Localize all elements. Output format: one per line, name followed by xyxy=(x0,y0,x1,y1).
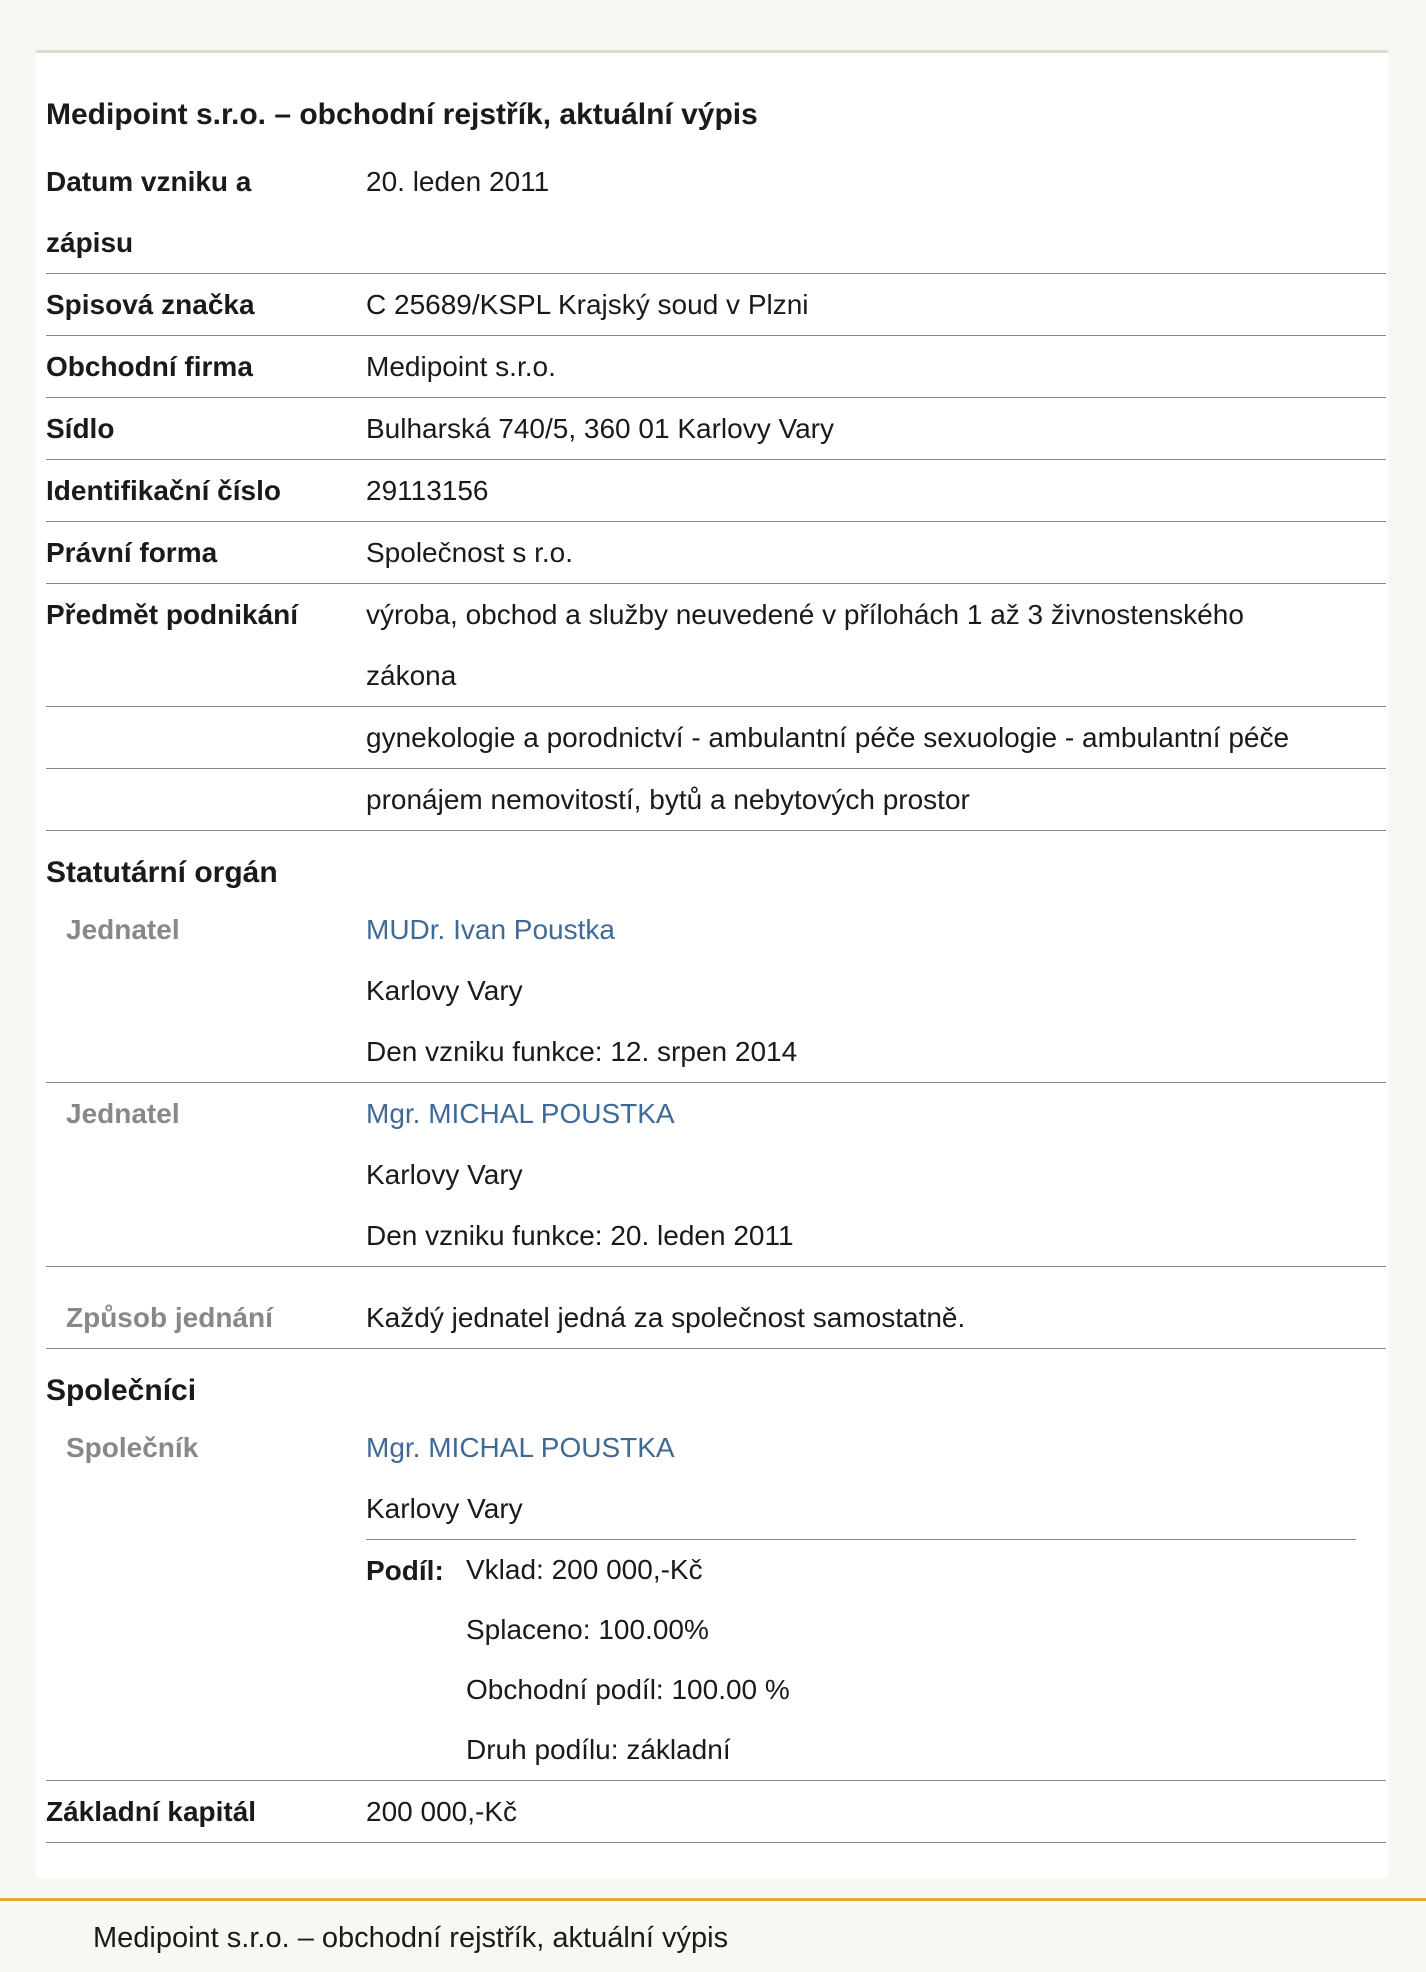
section-heading-statutarni: Statutární orgán xyxy=(46,856,278,889)
spolecnik-entry xyxy=(46,1417,1386,1781)
row-label: Identifikační číslo xyxy=(46,475,281,506)
row-zakladni-kapital xyxy=(46,1781,1386,1843)
row-label-empty xyxy=(46,769,366,830)
page-title: Medipoint s.r.o. – obchodní rejstřík, aktuální výpis xyxy=(46,98,758,131)
section-heading-spolecnici: Společníci xyxy=(46,1374,197,1407)
podil-label: Podíl: xyxy=(366,1555,444,1586)
register-extract xyxy=(46,93,1386,1843)
podil-splaceno: Splaceno: 100.00% xyxy=(466,1614,709,1645)
row-datum-vzniku xyxy=(46,151,1386,274)
document-panel xyxy=(36,50,1388,1878)
row-label: Obchodní firma xyxy=(46,351,253,382)
podil-obchodni: Obchodní podíl: 100.00 % xyxy=(466,1674,790,1705)
sub-value xyxy=(366,899,1386,1082)
sub-label: Způsob jednání xyxy=(66,1302,273,1333)
footer-divider xyxy=(0,1898,1426,1901)
sub-label: Jednatel xyxy=(66,1098,180,1129)
row-label: Předmět podnikání xyxy=(46,599,299,630)
function-since: Den vzniku funkce: 20. leden 2011 xyxy=(366,1220,794,1251)
function-since: Den vzniku funkce: 12. srpen 2014 xyxy=(366,1036,798,1067)
row-label: Základní kapitál xyxy=(46,1796,257,1827)
row-pravni-forma xyxy=(46,522,1386,584)
row-value: gynekologie a porodnictví - ambulantní péče sexuologie - ambulantní péče xyxy=(366,722,1290,753)
row-spisova-znacka xyxy=(46,274,1386,336)
person-link[interactable]: Mgr. MICHAL POUSTKA xyxy=(366,1432,675,1463)
podil-druh: Druh podílu: základní xyxy=(466,1734,731,1765)
row-value: 20. leden 2011 xyxy=(366,166,550,197)
row-predmet-item xyxy=(46,769,1386,831)
row-value: 200 000,-Kč xyxy=(366,1796,517,1827)
sub-label: Jednatel xyxy=(66,914,180,945)
sub-label: Společník xyxy=(66,1432,199,1463)
sub-value: Každý jednatel jedná za společnost samostatně. xyxy=(366,1302,966,1333)
row-label xyxy=(46,151,366,273)
row-sidlo xyxy=(46,398,1386,460)
row-value: Medipoint s.r.o. xyxy=(366,351,556,382)
row-label: Spisová značka xyxy=(46,289,255,320)
jednatel-entry xyxy=(46,899,1386,1083)
row-value: výroba, obchod a služby neuvedené v přílohách 1 až 3 živnostenského zákona xyxy=(366,599,1244,691)
row-label: Právní forma xyxy=(46,537,218,568)
row-value: Společnost s r.o. xyxy=(366,537,574,568)
row-value: 29113156 xyxy=(366,475,489,506)
person-city: Karlovy Vary xyxy=(366,975,523,1006)
row-value: C 25689/KSPL Krajský soud v Plzni xyxy=(366,289,809,320)
row-label: Sídlo xyxy=(46,413,115,444)
podil-values xyxy=(466,1540,1356,1780)
zpusob-jednani-row xyxy=(46,1267,1386,1349)
sub-value xyxy=(366,1417,1386,1780)
row-obchodni-firma xyxy=(46,336,1386,398)
row-ico xyxy=(46,460,1386,522)
jednatel-entry xyxy=(46,1083,1386,1267)
row-label-empty xyxy=(46,707,366,768)
person-link[interactable]: Mgr. MICHAL POUSTKA xyxy=(366,1098,675,1129)
row-predmet-item xyxy=(46,707,1386,769)
person-link[interactable]: MUDr. Ivan Poustka xyxy=(366,914,615,945)
podil-block xyxy=(366,1539,1356,1780)
podil-vklad: Vklad: 200 000,-Kč xyxy=(466,1554,703,1585)
footer-title: Medipoint s.r.o. – obchodní rejstřík, aktuální výpis xyxy=(93,1922,729,1954)
person-city: Karlovy Vary xyxy=(366,1493,523,1524)
sub-value xyxy=(366,1083,1386,1266)
row-label-text: Datum vzniku a zápisu xyxy=(46,166,252,258)
person-city: Karlovy Vary xyxy=(366,1159,523,1190)
row-predmet-podnikani xyxy=(46,584,1386,707)
row-value: pronájem nemovitostí, bytů a nebytových prostor xyxy=(366,784,970,815)
row-value: Bulharská 740/5, 360 01 Karlovy Vary xyxy=(366,413,834,444)
